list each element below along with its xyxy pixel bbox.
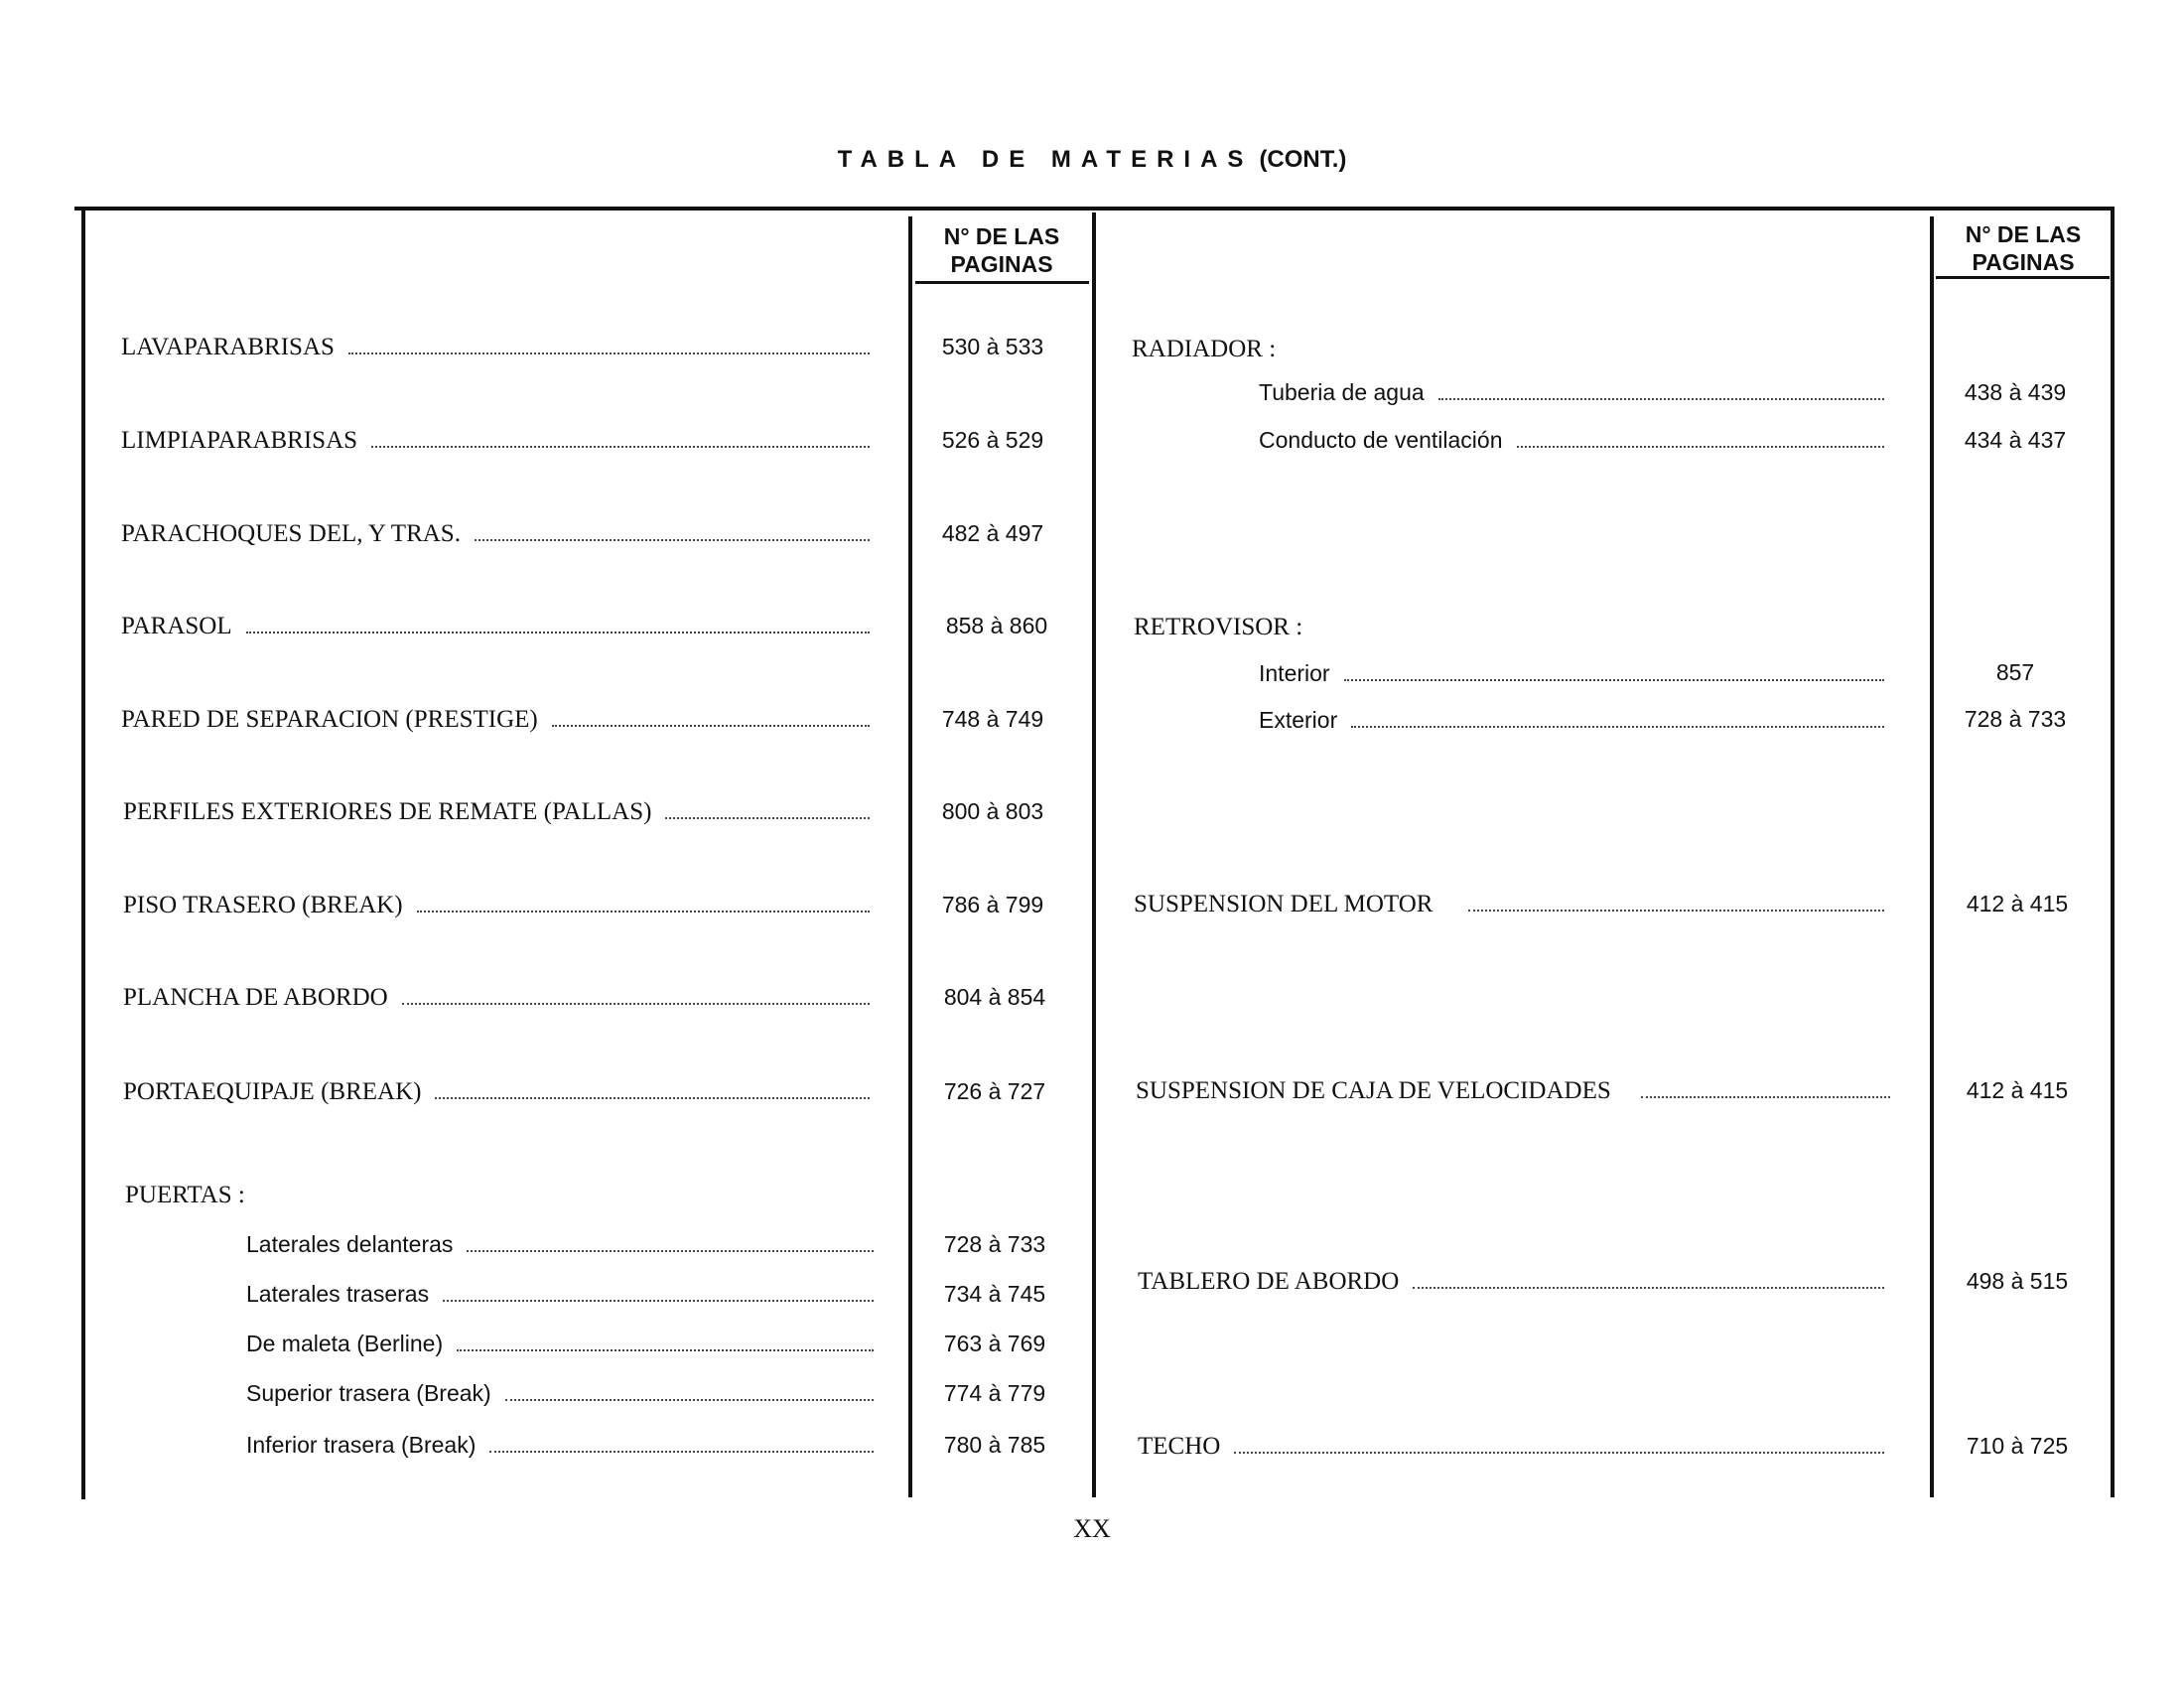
entry-label: LIMPIAPARABRISAS — [121, 427, 358, 454]
entry-label: Superior trasera (Break) — [246, 1380, 491, 1406]
entry-label: De maleta (Berline) — [246, 1331, 444, 1356]
dot-leader — [443, 1282, 874, 1302]
dot-leader — [505, 1381, 874, 1401]
entry-pages: 412 à 415 — [1966, 891, 2069, 916]
dot-leader — [1517, 428, 1885, 448]
right-pages-header — [1934, 220, 2113, 276]
title-text: TABLA DE MATERIAS — [837, 146, 1254, 173]
toc-subentry — [246, 1380, 874, 1414]
dot-leader — [371, 428, 870, 448]
entry-label: SUSPENSION DEL MOTOR — [1134, 891, 1433, 917]
entry-label: Tuberia de agua — [1259, 379, 1425, 405]
entry-pages: 763 à 769 — [943, 1331, 1046, 1356]
puertas-heading: PUERTAS : — [125, 1182, 245, 1208]
toc-subentry — [246, 1331, 874, 1364]
toc-entry — [121, 706, 870, 740]
entry-label: Inferior trasera (Break) — [246, 1432, 477, 1458]
dot-leader — [1438, 380, 1884, 400]
left-pages-col-right-border — [1092, 212, 1096, 1497]
entry-label: PARASOL — [121, 613, 232, 639]
toc-entry — [1136, 1077, 1890, 1111]
dot-leader — [457, 1332, 874, 1351]
entry-pages: 786 à 799 — [941, 892, 1044, 917]
dot-leader — [467, 1232, 874, 1252]
left-pages-col-left-border — [908, 216, 912, 1497]
entry-pages: 858 à 860 — [945, 613, 1048, 638]
dot-leader — [489, 1433, 874, 1453]
radiador-heading: RADIADOR : — [1132, 336, 1277, 362]
entry-pages: 412 à 415 — [1966, 1077, 2069, 1103]
table-top-border — [74, 207, 2115, 211]
page-number: XX — [1073, 1514, 1111, 1543]
dot-leader — [435, 1079, 870, 1099]
toc-subentry — [1259, 660, 1884, 694]
toc-subentry — [246, 1281, 874, 1315]
page-title — [0, 146, 2184, 174]
retrovisor-heading: RETROVISOR : — [1134, 614, 1303, 640]
entry-pages: 774 à 779 — [943, 1380, 1046, 1406]
toc-entry — [1138, 1268, 1884, 1302]
toc-entry — [121, 334, 870, 367]
header-line2: PAGINAS — [950, 251, 1053, 277]
dot-leader — [475, 521, 870, 541]
dot-leader — [1641, 1078, 1890, 1098]
dot-leader — [1351, 708, 1884, 728]
toc-entry — [1138, 1433, 1884, 1467]
toc-entry — [1134, 891, 1884, 924]
title-cont: (CONT.) — [1259, 146, 1347, 173]
entry-pages: 800 à 803 — [941, 798, 1044, 824]
dot-leader — [1413, 1269, 1884, 1289]
entry-label: SUSPENSION DE CAJA DE VELOCIDADES — [1136, 1077, 1611, 1104]
entry-pages: 530 à 533 — [941, 334, 1044, 359]
dot-leader — [402, 985, 870, 1005]
dot-leader — [1468, 892, 1884, 912]
dot-leader — [246, 614, 870, 633]
entry-label: Interior — [1259, 660, 1330, 686]
right-header-rule — [1936, 276, 2110, 279]
header-line1: N° DE LAS — [1965, 221, 2082, 247]
entry-pages: 482 à 497 — [941, 520, 1044, 546]
toc-subentry — [246, 1432, 874, 1466]
entry-label: LAVAPARABRISAS — [121, 334, 335, 360]
entry-label: PISO TRASERO (BREAK) — [123, 892, 403, 918]
header-line2: PAGINAS — [1972, 249, 2075, 275]
entry-label: Conducto de ventilación — [1259, 427, 1503, 453]
entry-label: PORTAEQUIPAJE (BREAK) — [123, 1078, 422, 1105]
toc-subentry — [1259, 427, 1884, 461]
entry-pages: 726 à 727 — [943, 1078, 1046, 1104]
toc-subentry — [1259, 707, 1884, 741]
dot-leader — [665, 799, 870, 819]
entry-label: PARED DE SEPARACION (PRESTIGE) — [121, 706, 538, 733]
entry-pages: 804 à 854 — [943, 984, 1046, 1010]
toc-entry — [121, 427, 870, 461]
entry-label: PERFILES EXTERIORES DE REMATE (PALLAS) — [123, 798, 652, 825]
header-line1: N° DE LAS — [943, 223, 1060, 249]
entry-pages: 710 à 725 — [1966, 1433, 2069, 1459]
entry-pages: 780 à 785 — [943, 1432, 1046, 1458]
toc-entry — [123, 1078, 870, 1112]
entry-pages: 857 — [1995, 659, 2035, 685]
entry-label: TECHO — [1138, 1433, 1221, 1460]
dot-leader — [552, 707, 870, 727]
toc-entry — [121, 520, 870, 554]
dot-leader — [417, 893, 870, 913]
dot-leader — [1344, 661, 1884, 681]
entry-pages: 434 à 437 — [1964, 427, 2067, 453]
dot-leader — [348, 335, 870, 354]
entry-label: Laterales traseras — [246, 1281, 430, 1307]
toc-entry — [123, 984, 870, 1018]
dot-leader — [1234, 1434, 1884, 1454]
entry-label: TABLERO DE ABORDO — [1138, 1268, 1400, 1295]
right-pages-col-left-border — [1930, 216, 1934, 1497]
entry-label: PLANCHA DE ABORDO — [123, 984, 388, 1011]
table-right-border — [2111, 209, 2115, 1497]
entry-pages: 728 à 733 — [943, 1231, 1046, 1257]
left-header-rule — [915, 281, 1089, 284]
toc-entry — [123, 798, 870, 832]
entry-pages: 748 à 749 — [941, 706, 1044, 732]
toc-entry — [121, 613, 870, 646]
toc-subentry — [1259, 379, 1884, 413]
entry-label: Exterior — [1259, 707, 1338, 733]
left-pages-header — [912, 222, 1091, 278]
entry-pages: 438 à 439 — [1964, 379, 2067, 405]
toc-entry — [123, 892, 870, 925]
entry-label: Laterales delanteras — [246, 1231, 454, 1257]
entry-pages: 734 à 745 — [943, 1281, 1046, 1307]
entry-pages: 526 à 529 — [941, 427, 1044, 453]
entry-label: PARACHOQUES DEL, Y TRAS. — [121, 520, 461, 547]
entry-pages: 728 à 733 — [1964, 706, 2067, 732]
toc-subentry — [246, 1231, 874, 1265]
table-left-border — [81, 209, 85, 1499]
entry-pages: 498 à 515 — [1966, 1268, 2069, 1294]
